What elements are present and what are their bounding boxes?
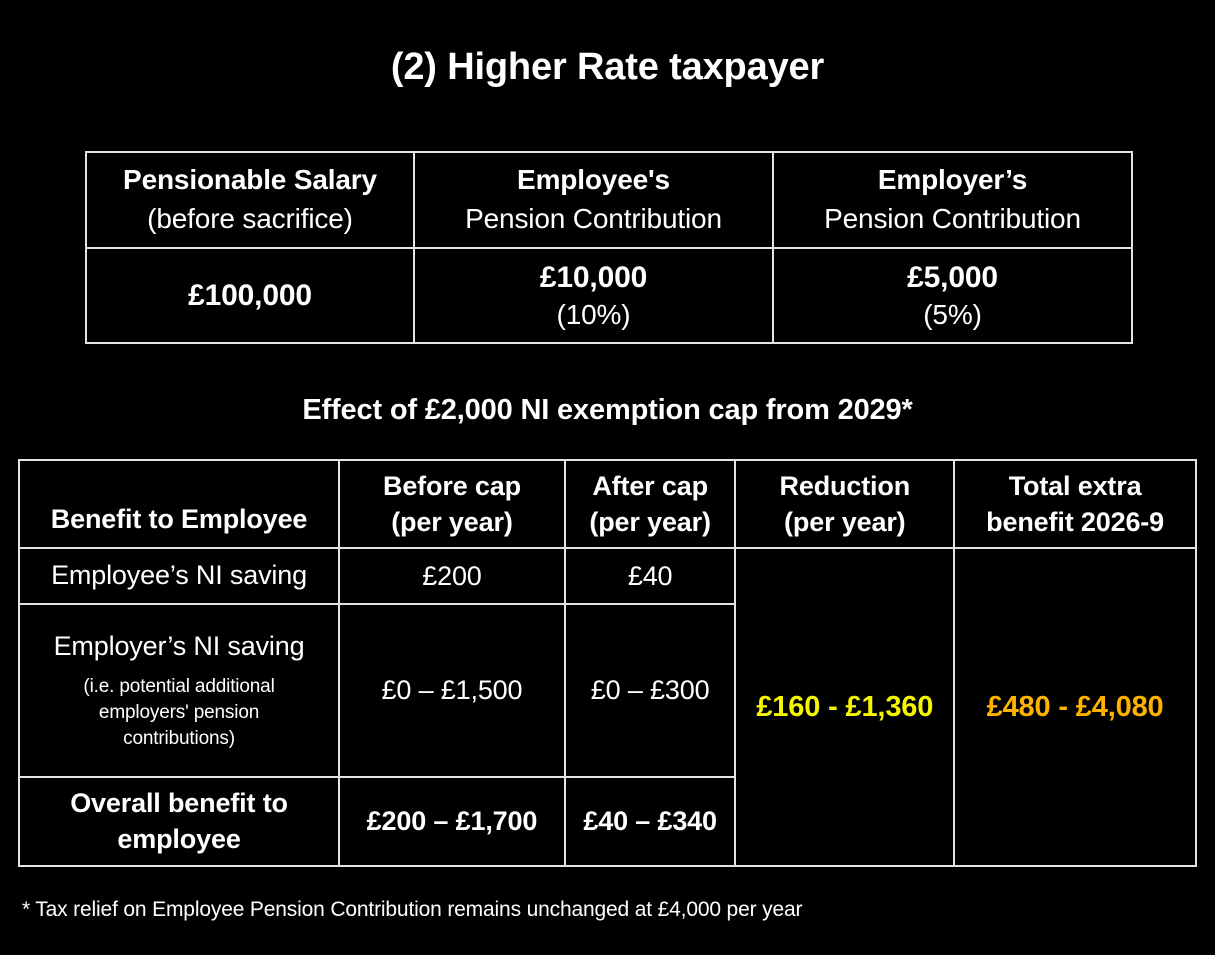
header-line2: benefit 2026-9 — [986, 507, 1164, 537]
header-label: Benefit to Employee — [50, 503, 308, 534]
header-line2: (per year) — [391, 507, 513, 537]
before-cap-value: £200 — [339, 548, 565, 604]
before-cap-value: £0 – £1,500 — [339, 604, 565, 777]
header-line2: (per year) — [589, 507, 711, 537]
salary-header-employer-contribution — [773, 152, 1132, 248]
benefit-header-total-extra — [954, 460, 1196, 548]
row-label: Employee’s NI saving — [19, 548, 339, 604]
reduction-value: £160 - £1,360 — [756, 690, 934, 723]
salary-value-pensionable-salary — [86, 248, 414, 343]
salary-table-header-row — [86, 152, 1132, 248]
after-cap-value: £0 – £300 — [565, 604, 736, 777]
column-subtitle: Pension Contribution — [824, 203, 1081, 234]
total-extra-merged-cell — [954, 548, 1196, 866]
value-percent: (10%) — [556, 298, 631, 330]
salary-header-employee-contribution — [414, 152, 773, 248]
header-line1: Reduction — [779, 470, 911, 501]
value-amount: £100,000 — [188, 279, 312, 312]
row-label-cell — [19, 604, 339, 777]
pensionable-salary-table — [85, 151, 1133, 344]
row-label: Overall benefit to employee — [70, 788, 288, 854]
header-line2: (per year) — [784, 507, 906, 537]
salary-header-pensionable-salary — [86, 152, 414, 248]
ni-cap-benefit-table-grid — [18, 459, 1197, 867]
value-amount: £5,000 — [907, 260, 998, 294]
total-extra-value: £480 - £4,080 — [986, 690, 1164, 723]
slide-title: (2) Higher Rate taxpayer — [390, 46, 825, 88]
value-amount: £10,000 — [539, 260, 648, 294]
row-label-note: (i.e. potential additional employers' pension contributions) — [83, 676, 275, 749]
footnote: * Tax relief on Employee Pension Contribution remains unchanged at £4,000 per year — [22, 898, 803, 921]
header-line1: Total extra — [1008, 470, 1142, 501]
salary-table-value-row — [86, 248, 1132, 343]
before-cap-value: £200 – £1,700 — [339, 777, 565, 866]
benefit-header-before-cap — [339, 460, 565, 548]
salary-value-employer-contribution — [773, 248, 1132, 343]
column-subtitle: (before sacrifice) — [147, 203, 353, 234]
after-cap-value: £40 – £340 — [565, 777, 736, 866]
column-title: Employer’s — [877, 164, 1028, 196]
reduction-merged-cell — [735, 548, 954, 866]
benefit-header-reduction — [735, 460, 954, 548]
benefit-table-header-row — [19, 460, 1196, 548]
pensionable-salary-table-grid — [85, 151, 1133, 344]
header-line1: Before cap — [382, 470, 521, 501]
ni-cap-benefit-table — [18, 459, 1197, 867]
column-subtitle: Pension Contribution — [465, 203, 722, 234]
salary-value-employee-contribution — [414, 248, 773, 343]
benefit-header-benefit-to-employee — [19, 460, 339, 548]
value-percent: (5%) — [923, 298, 982, 330]
row-label: Employer’s NI saving — [53, 631, 305, 662]
row-label-cell — [19, 777, 339, 866]
column-title: Employee's — [517, 164, 670, 196]
benefit-header-after-cap — [565, 460, 736, 548]
section-title: Effect of £2,000 NI exemption cap from 2029* — [302, 394, 913, 426]
column-title: Pensionable Salary — [123, 164, 377, 196]
benefit-row-employee-ni-saving — [19, 548, 1196, 604]
header-line1: After cap — [592, 470, 708, 501]
after-cap-value: £40 — [565, 548, 736, 604]
